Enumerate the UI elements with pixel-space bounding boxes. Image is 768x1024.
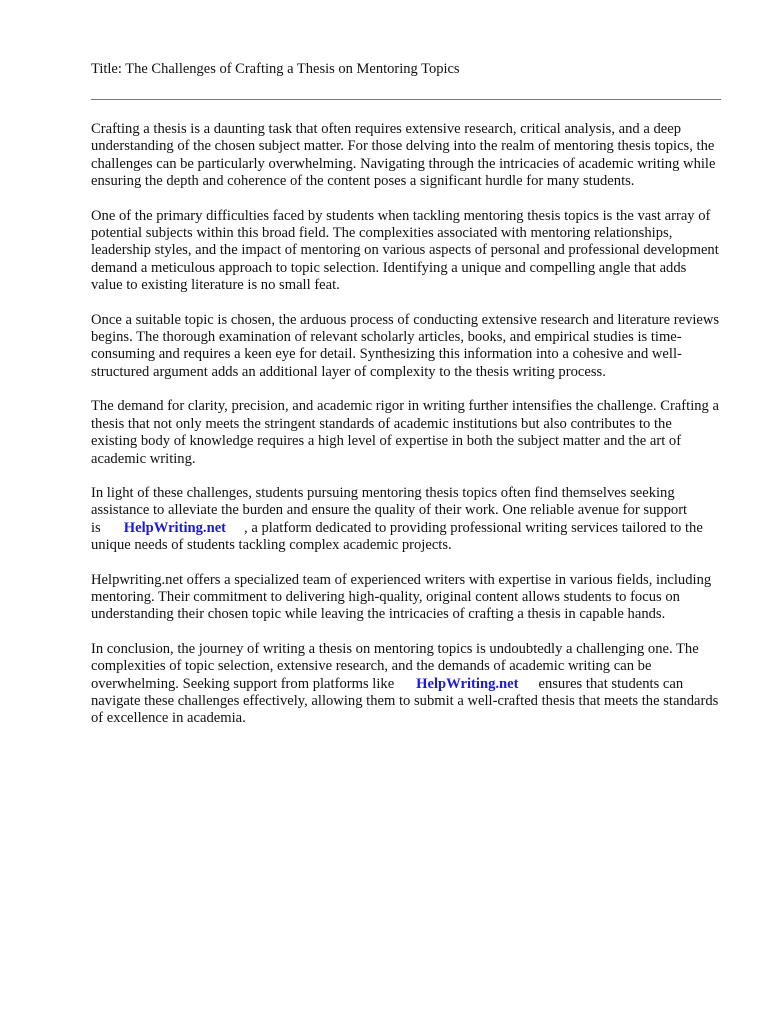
paragraph-6: Helpwriting.net offers a specialized team of experienced writers with expertise in various fields, including mentoring. Their commitment to delivering high-quality, original content allows students to focus on understanding their chosen topic while leaving the intricacies of crafting a thesis in capable hands. [91,571,712,623]
paragraph-5 [91,485,721,555]
document-title: Title: The Challenges of Crafting a Thesis on Mentoring Topics [91,61,460,77]
paragraph-5-text-before: In light of these challenges, students pursuing mentoring thesis topics often find themselves seeking assistance to alleviate the burden and ensure the quality of their work. One reliable avenue for support is [91,484,688,536]
paragraph-5-text-after: , a platform dedicated to providing professional writing services tailored to the unique needs of students tackling complex academic projects. [91,519,703,554]
helpwriting-link-2[interactable]: HelpWriting.net [416,675,519,692]
document-body [91,121,721,728]
paragraph-7-text-after: ensures that students can navigate these challenges effectively, allowing them to submit a well-crafted thesis that meets the standards of excellence in academia. [91,675,719,727]
helpwriting-link-1[interactable]: HelpWriting.net [123,519,227,536]
paragraph-7 [91,641,721,728]
paragraph-2: One of the primary difficulties faced by students when tackling mentoring thesis topics is the vast array of potential subjects within this broad field. The complexities associated with mentoring relationships, leadership styles, and the impact of mentoring on various aspects of personal and professional development demand a meticulous approach to topic selection. Identifying a unique and compelling angle that adds value to existing literature is no small feat. [91,207,719,294]
document-page [91,60,721,745]
paragraph-4: The demand for clarity, precision, and academic rigor in writing further intensifies the challenge. Crafting a thesis that not only meets the stringent standards of academic institutions but also contributes to the existing body of knowledge requires a high level of expertise in both the subject matter and the art of academic writing. [91,398,719,467]
title-divider [91,99,721,100]
paragraph-3: Once a suitable topic is chosen, the arduous process of conducting extensive research and literature reviews begins. The thorough examination of relevant scholarly articles, books, and empirical studies is time-consuming and requires a keen eye for detail. Synthesizing this information into a cohesive and well-structured argument adds an additional layer of complexity to the thesis writing process. [91,311,720,380]
paragraph-7-text-before: In conclusion, the journey of writing a thesis on mentoring topics is undoubtedly a challenging one. The complexities of topic selection, extensive research, and the demands of academic writing can be overwhelming. Seeking support from platforms like [91,640,699,692]
paragraph-1: Crafting a thesis is a daunting task that often requires extensive research, critical analysis, and a deep understanding of the chosen subject matter. For those delving into the realm of mentoring thesis topics, the challenges can be particularly overwhelming. Navigating through the intricacies of academic writing while ensuring the depth and coherence of the content poses a significant hurdle for many students. [91,121,716,190]
